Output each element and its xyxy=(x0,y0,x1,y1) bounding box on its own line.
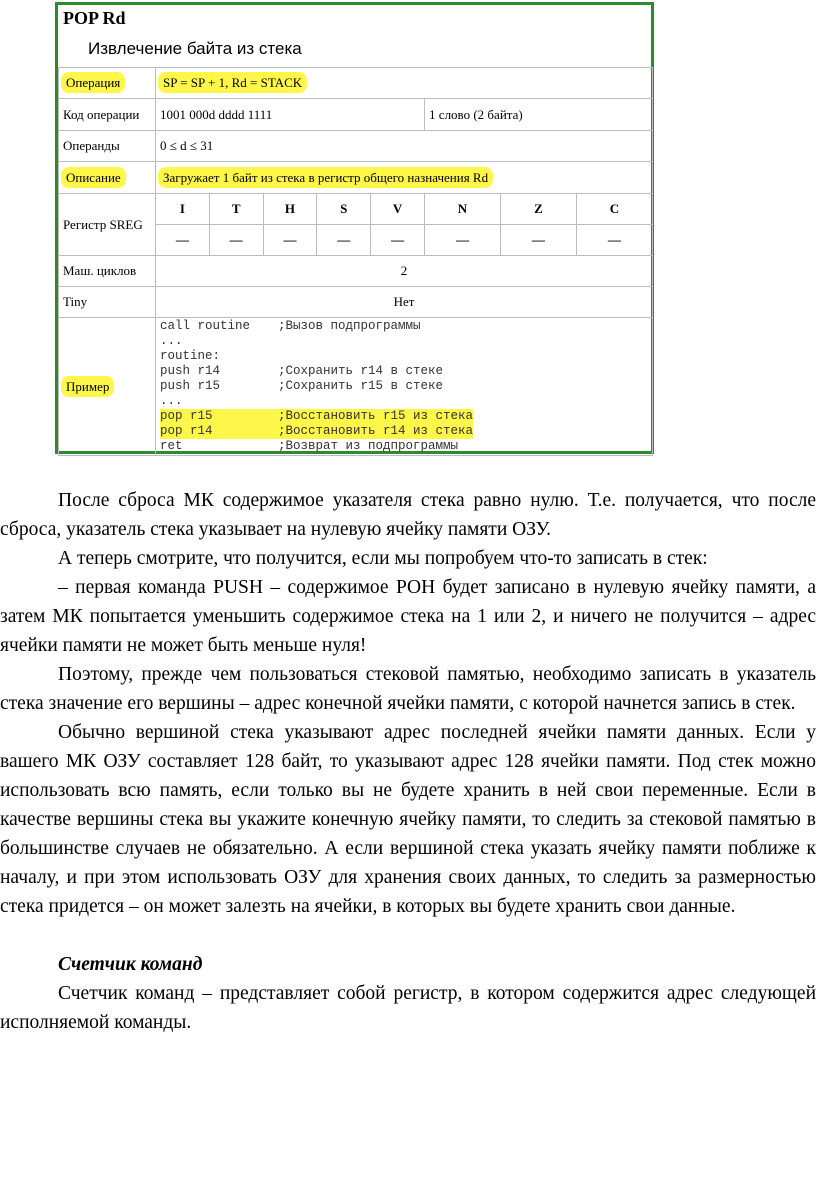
operation-value: SP = SP + 1, Rd = STACK xyxy=(156,68,653,99)
code-line: push r14 ;Сохранить r14 в стеке xyxy=(160,364,444,378)
opcode-size: 1 слово (2 байта) xyxy=(425,99,653,131)
flag-n: N xyxy=(425,194,501,225)
instruction-card xyxy=(55,2,654,454)
code-line: ... xyxy=(160,334,183,348)
description-label: Описание xyxy=(59,162,156,194)
cycles-label: Маш. циклов xyxy=(59,256,156,287)
code-line: ... xyxy=(160,394,183,408)
card-header xyxy=(58,5,651,67)
instruction-title: POP Rd xyxy=(63,8,126,28)
flag-i-value: — xyxy=(156,225,210,256)
tiny-value: Нет xyxy=(156,287,653,318)
cycles-value: 2 xyxy=(156,256,653,287)
operation-label: Операция xyxy=(59,68,156,99)
code-line-highlighted: pop r15 ;Восстановить r15 из стека xyxy=(160,409,474,423)
paragraph: После сброса МК содержимое указателя стека равно нулю. Т.е. получается, что после сброса, указатель стека указывает на нулевую ячейку памяти ОЗУ. xyxy=(0,490,816,540)
flag-t: T xyxy=(209,194,263,225)
example-code xyxy=(156,318,653,456)
flag-h: H xyxy=(263,194,317,225)
opcode-label: Код операции xyxy=(59,99,156,131)
instruction-subtitle: Извлечение байта из стека xyxy=(88,39,302,58)
document-body xyxy=(0,486,816,1037)
flag-v-value: — xyxy=(371,225,425,256)
flag-s: S xyxy=(317,194,371,225)
paragraph: А теперь смотрите, что получится, если мы попробуем что-то записать в стек: xyxy=(58,548,708,569)
code-line: routine: xyxy=(160,349,221,363)
paragraph: Поэтому, прежде чем пользоваться стековой памятью, необходимо записать в указатель стека значение его вершины – адрес конечной ячейки памяти, с которой начнется запись в стек. xyxy=(0,664,816,714)
code-line: push r15 ;Сохранить r15 в стеке xyxy=(160,379,444,393)
opcode-value: 1001 000d dddd 1111 xyxy=(156,99,425,131)
code-line-highlighted: pop r14 ;Восстановить r14 из стека xyxy=(160,424,474,438)
instruction-spec-table xyxy=(58,67,653,456)
operands-label: Операнды xyxy=(59,131,156,162)
flag-s-value: — xyxy=(317,225,371,256)
code-line: ret ;Возврат из подпрограммы xyxy=(160,439,459,453)
flag-c: C xyxy=(576,194,652,225)
description-value: Загружает 1 байт из стека в регистр общего назначения Rd xyxy=(156,162,653,194)
paragraph: – первая команда PUSH – содержимое РОН будет записано в нулевую ячейку памяти, а затем МК попытается уменьшить содержимое стека на 1 или 2, и ничего не получится – адрес ячейки памяти не может быть меньше нуля! xyxy=(0,577,816,656)
paragraph: Обычно вершиной стека указывают адрес последней ячейки памяти данных. Если у вашего МК ОЗУ составляет 128 байт, то указывают адрес 128 ячейки памяти. Под стек можно использовать всю память, если только вы не будете хранить в ней свои переменные. Если в качестве вершины стека вы укажите конечную ячейку памяти, то следить за стековой памятью в большинстве случаев не обязательно. А если вершиной стека указать ячейку памяти поближе к началу, и при этом использовать ОЗУ для хранения своих данных, то следить за размерностью стека придется – он может залезть на ячейки, в которых вы будете хранить свои данные. xyxy=(0,722,816,917)
flag-n-value: — xyxy=(425,225,501,256)
flag-t-value: — xyxy=(209,225,263,256)
flag-c-value: — xyxy=(576,225,652,256)
flag-h-value: — xyxy=(263,225,317,256)
tiny-label: Tiny xyxy=(59,287,156,318)
section-heading: Счетчик команд xyxy=(58,954,203,975)
flag-i: I xyxy=(156,194,210,225)
paragraph: Счетчик команд – представляет собой регистр, в котором содержится адрес следующей исполняемой команды. xyxy=(0,983,816,1033)
example-label: Пример xyxy=(59,318,156,456)
flag-v: V xyxy=(371,194,425,225)
sreg-label: Регистр SREG xyxy=(59,194,156,256)
operands-value: 0 ≤ d ≤ 31 xyxy=(156,131,653,162)
flag-z: Z xyxy=(500,194,576,225)
code-line: call routine ;Вызов подпрограммы xyxy=(160,319,421,333)
flag-z-value: — xyxy=(500,225,576,256)
